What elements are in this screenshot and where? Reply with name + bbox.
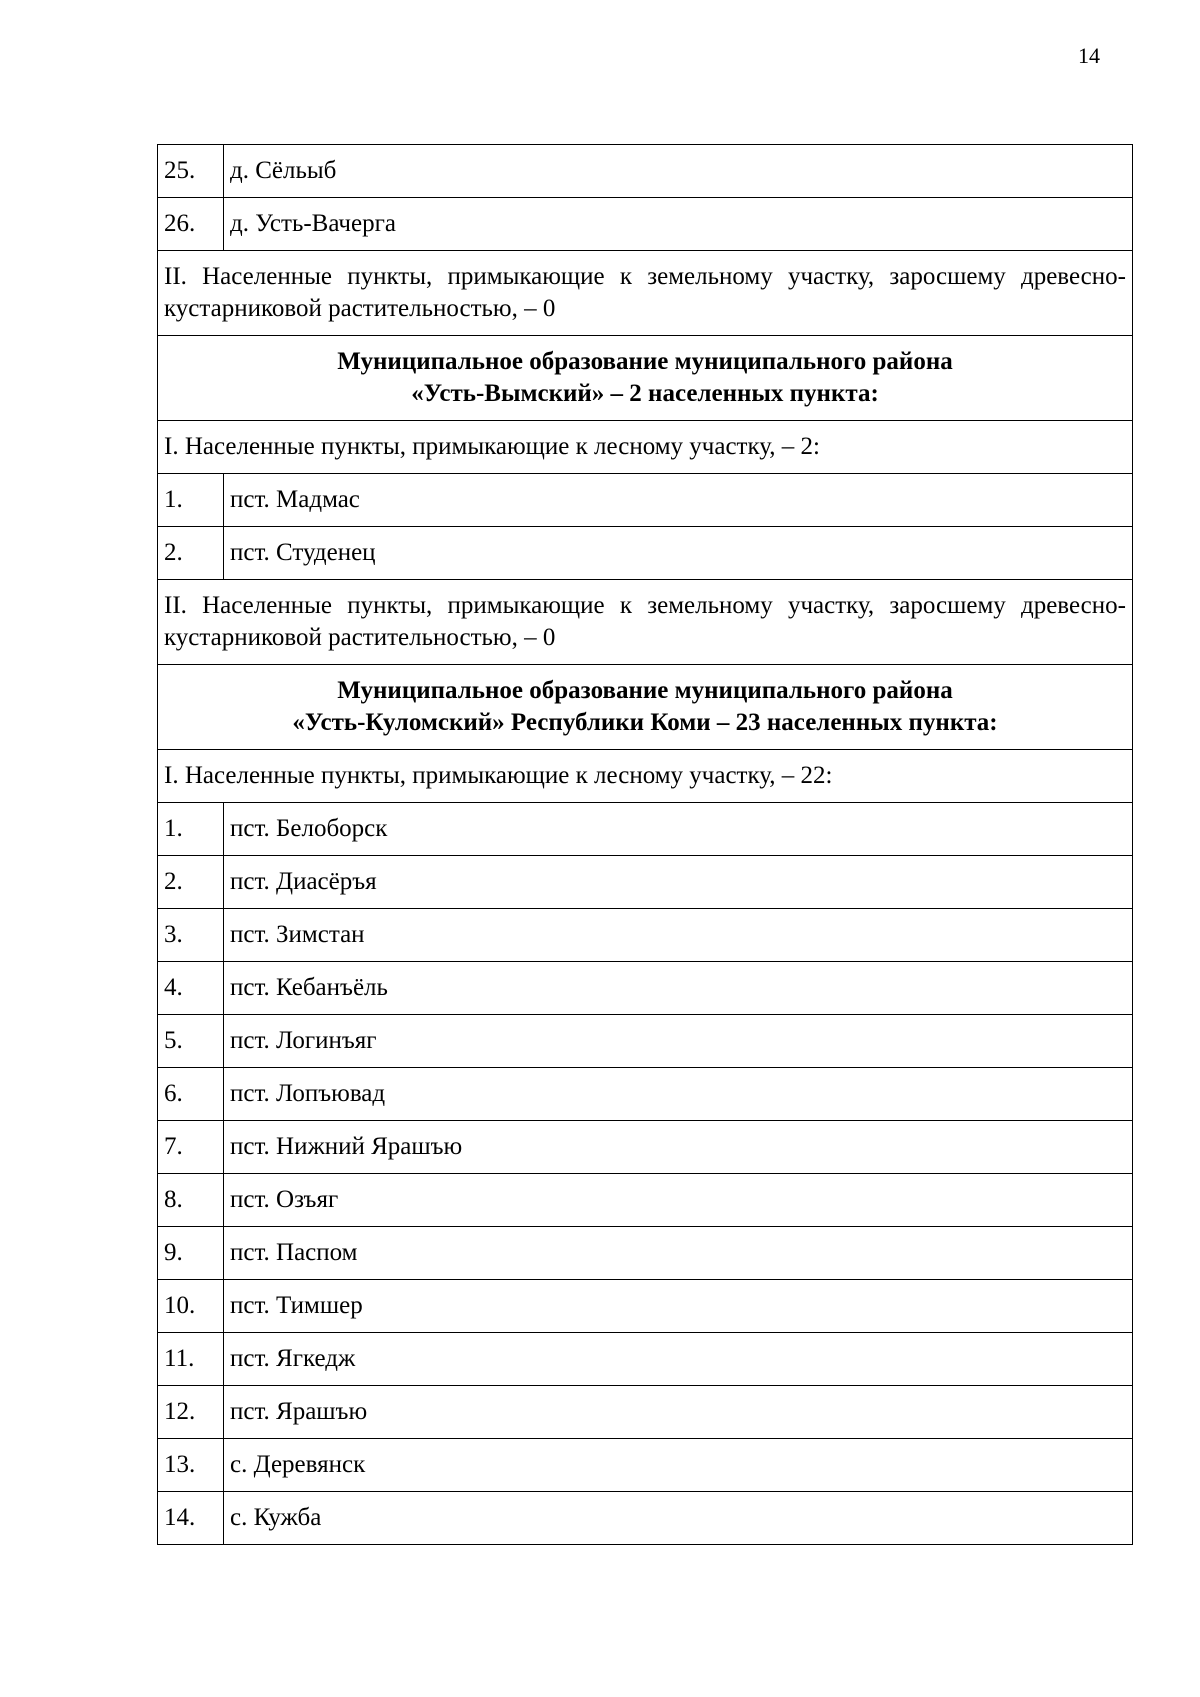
settlement-name: пст. Нижний Ярашъю: [224, 1121, 1133, 1174]
category-note-row: [158, 251, 1133, 336]
settlement-name: с. Кужба: [224, 1492, 1133, 1545]
settlement-row: [158, 1333, 1133, 1386]
settlement-name: пст. Логинъяг: [224, 1015, 1133, 1068]
settlement-row: [158, 856, 1133, 909]
settlement-name: пст. Тимшер: [224, 1280, 1133, 1333]
settlement-name: пст. Диасёръя: [224, 856, 1133, 909]
settlement-name: пст. Кебанъёль: [224, 962, 1133, 1015]
municipality-heading-line: «Усть-Вымский» – 2 населенных пункта:: [411, 380, 879, 407]
page-number: 14: [1078, 43, 1100, 68]
row-number: 2.: [158, 856, 224, 909]
settlement-row: [158, 803, 1133, 856]
settlement-name: пст. Студенец: [224, 527, 1133, 580]
settlement-name: пст. Озъяг: [224, 1174, 1133, 1227]
settlement-row: [158, 1492, 1133, 1545]
settlement-row: [158, 1121, 1133, 1174]
settlement-row: [158, 1439, 1133, 1492]
municipality-heading-line: Муниципальное образование муниципального района: [337, 348, 953, 375]
row-number: 12.: [158, 1386, 224, 1439]
municipality-heading: [158, 665, 1133, 750]
municipality-heading-row: [158, 336, 1133, 421]
settlements-table: [157, 144, 1133, 1545]
settlement-row: [158, 909, 1133, 962]
category-note: II. Населенные пункты, примыкающие к земельному участку, заросшему древесно-кустарниковой растительностью, – 0: [158, 251, 1133, 336]
settlement-row: [158, 1174, 1133, 1227]
row-number: 8.: [158, 1174, 224, 1227]
row-number: 1.: [158, 803, 224, 856]
settlement-row: [158, 145, 1133, 198]
settlement-name: д. Сёльыб: [224, 145, 1133, 198]
row-number: 26.: [158, 198, 224, 251]
row-number: 5.: [158, 1015, 224, 1068]
row-number: 11.: [158, 1333, 224, 1386]
settlement-row: [158, 474, 1133, 527]
settlement-row: [158, 1280, 1133, 1333]
row-number: 10.: [158, 1280, 224, 1333]
settlement-name: пст. Ярашъю: [224, 1386, 1133, 1439]
category-row: [158, 421, 1133, 474]
row-number: 14.: [158, 1492, 224, 1545]
settlement-row: [158, 1386, 1133, 1439]
settlement-row: [158, 962, 1133, 1015]
row-number: 3.: [158, 909, 224, 962]
settlement-name: пст. Лопъювад: [224, 1068, 1133, 1121]
row-number: 2.: [158, 527, 224, 580]
municipality-heading-line: «Усть-Куломский» Республики Коми – 23 населенных пункта:: [292, 709, 998, 736]
category-row: [158, 750, 1133, 803]
row-number: 6.: [158, 1068, 224, 1121]
settlement-row: [158, 1068, 1133, 1121]
row-number: 4.: [158, 962, 224, 1015]
row-number: 7.: [158, 1121, 224, 1174]
settlement-name: пст. Мадмас: [224, 474, 1133, 527]
settlement-row: [158, 527, 1133, 580]
category-title: I. Населенные пункты, примыкающие к лесному участку, – 2:: [158, 421, 1133, 474]
row-number: 9.: [158, 1227, 224, 1280]
settlement-name: пст. Белоборск: [224, 803, 1133, 856]
municipality-heading: [158, 336, 1133, 421]
settlement-row: [158, 1015, 1133, 1068]
municipality-heading-row: [158, 665, 1133, 750]
settlements-table-body: [158, 145, 1133, 1545]
row-number: 13.: [158, 1439, 224, 1492]
settlement-name: с. Деревянск: [224, 1439, 1133, 1492]
category-title: I. Населенные пункты, примыкающие к лесному участку, – 22:: [158, 750, 1133, 803]
municipality-heading-line: Муниципальное образование муниципального района: [337, 677, 953, 704]
settlement-row: [158, 198, 1133, 251]
settlement-name: д. Усть-Вачерга: [224, 198, 1133, 251]
category-note: II. Населенные пункты, примыкающие к земельному участку, заросшему древесно-кустарниковой растительностью, – 0: [158, 580, 1133, 665]
settlement-row: [158, 1227, 1133, 1280]
row-number: 1.: [158, 474, 224, 527]
settlement-name: пст. Зимстан: [224, 909, 1133, 962]
category-note-row: [158, 580, 1133, 665]
settlement-name: пст. Паспом: [224, 1227, 1133, 1280]
row-number: 25.: [158, 145, 224, 198]
settlement-name: пст. Ягкедж: [224, 1333, 1133, 1386]
